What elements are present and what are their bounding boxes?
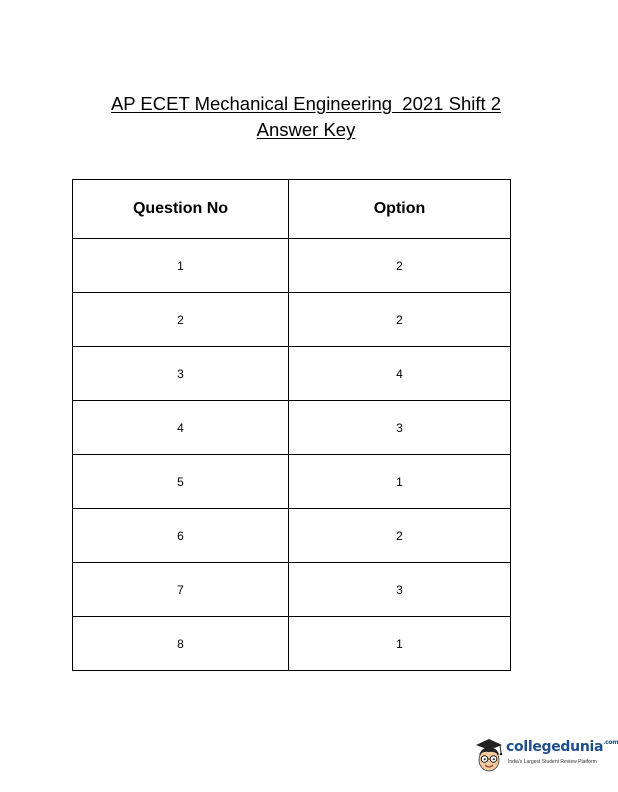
- question-no-header: Question No: [73, 180, 289, 239]
- option-cell: 4: [289, 347, 511, 401]
- option-cell: 1: [289, 455, 511, 509]
- logo-domain-suffix: .com: [603, 739, 618, 746]
- option-header: Option: [289, 180, 511, 239]
- table-row: [73, 563, 511, 617]
- option-cell: 2: [289, 239, 511, 293]
- option-cell: 2: [289, 293, 511, 347]
- document-subtitle: Answer Key: [256, 119, 356, 140]
- document-title: AP ECET Mechanical Engineering 2021 Shift 2: [110, 93, 502, 114]
- table-row: [73, 455, 511, 509]
- option-cell: 3: [289, 401, 511, 455]
- question-number-cell: 6: [73, 509, 289, 563]
- question-number-cell: 8: [73, 617, 289, 671]
- table-row: [73, 347, 511, 401]
- question-number-cell: 4: [73, 401, 289, 455]
- question-number-cell: 5: [73, 455, 289, 509]
- question-number-cell: 1: [73, 239, 289, 293]
- table-row: [73, 509, 511, 563]
- option-cell: 2: [289, 509, 511, 563]
- collegedunia-logo: [472, 736, 618, 778]
- table-row: [73, 239, 511, 293]
- option-cell: 3: [289, 563, 511, 617]
- table-row: [73, 617, 511, 671]
- logo-wordmark: [506, 739, 618, 755]
- option-cell: 1: [289, 617, 511, 671]
- table-row: [73, 293, 511, 347]
- logo-name-text: collegedunia: [506, 739, 604, 755]
- logo-tagline: India's Largest Student Review Platform: [508, 759, 597, 765]
- question-number-cell: 3: [73, 347, 289, 401]
- table-header-row: [73, 180, 511, 239]
- answer-key-table: [72, 179, 511, 671]
- student-mascot-icon: [472, 736, 506, 776]
- question-number-cell: 2: [73, 293, 289, 347]
- table-row: [73, 401, 511, 455]
- question-number-cell: 7: [73, 563, 289, 617]
